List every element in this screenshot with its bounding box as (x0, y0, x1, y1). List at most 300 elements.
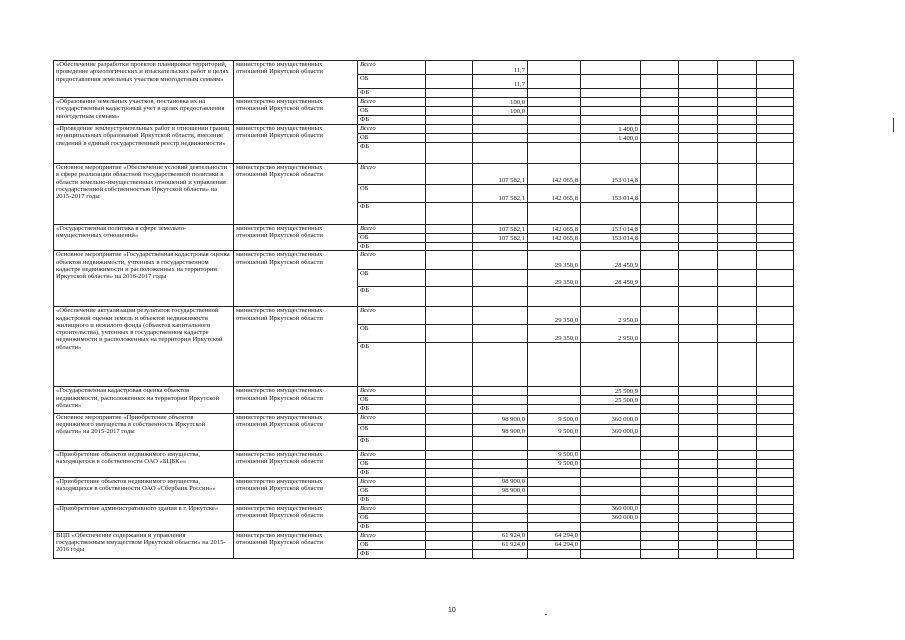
amount-cell (679, 436, 718, 450)
funding-source-cell: ОБ (358, 134, 426, 143)
amount-cell (679, 540, 718, 549)
amount-cell: 9 500,0 (528, 450, 581, 459)
amount-cell (679, 459, 718, 468)
amount-cell (473, 270, 528, 287)
amount-cell (473, 307, 528, 325)
amount-cell (473, 396, 528, 405)
amount-cell (426, 450, 473, 459)
measure-name-cell: «Обеспечение разработки проектов планировки территорий, проведение археологических и изыскательских работ в целях предоставления земельных участков многодетным семьям» (54, 61, 234, 98)
amount-cell (718, 424, 757, 436)
amount-cell (679, 98, 718, 107)
table-row (54, 225, 794, 234)
amount-cell (679, 75, 718, 89)
table-row (54, 504, 794, 513)
executor-cell: министерство имущественных отношений Иркутской области (234, 125, 358, 164)
amount-cell (641, 89, 679, 98)
amount-cell: 25 500,9 (581, 396, 641, 405)
page-number: 10 (448, 607, 456, 614)
amount-cell (581, 522, 641, 531)
amount-cell (718, 125, 757, 134)
amount-cell (757, 468, 794, 477)
amount-cell (718, 450, 757, 459)
measure-name-cell: Основное мероприятие «Приобретение объектов недвижимого имущества в собственность Иркутской области» на 2015-2017 годы (54, 413, 234, 450)
amount-cell (528, 75, 581, 89)
executor-cell: министерство имущественных отношений Иркутской области (234, 387, 358, 413)
amount-cell (679, 251, 718, 270)
amount-cell (426, 531, 473, 540)
funding-source-cell: Всего (358, 387, 426, 396)
amount-cell: 100,0 (473, 98, 528, 107)
amount-cell (426, 75, 473, 89)
executor-cell: министерство имущественных отношений Иркутской области (234, 504, 358, 531)
amount-cell: 142 065,8 (528, 225, 581, 234)
executor-cell: министерство имущественных отношений Иркутской области (234, 413, 358, 450)
amount-cell (679, 270, 718, 287)
amount-cell (581, 287, 641, 307)
amount-cell (581, 477, 641, 486)
funding-source-cell: ФБ (358, 343, 426, 387)
amount-cell (426, 251, 473, 270)
amount-cell (679, 531, 718, 540)
amount-cell (641, 504, 679, 513)
amount-cell (426, 107, 473, 116)
amount-cell (426, 243, 473, 251)
amount-cell (426, 549, 473, 558)
funding-source-cell: ФБ (358, 287, 426, 307)
amount-cell (426, 134, 473, 143)
amount-cell (641, 307, 679, 325)
amount-cell (641, 325, 679, 343)
funding-source-cell: ОБ (358, 325, 426, 343)
table-row (54, 477, 794, 486)
amount-cell: 61 924,0 (473, 531, 528, 540)
executor-cell: министерство имущественных отношений Иркутской области (234, 477, 358, 504)
amount-cell (426, 98, 473, 107)
amount-cell (426, 504, 473, 513)
amount-cell (426, 513, 473, 522)
amount-cell (679, 387, 718, 396)
funding-source-cell: Всего (358, 504, 426, 513)
amount-cell (757, 287, 794, 307)
amount-cell: 9 500,0 (528, 413, 581, 424)
amount-cell (641, 424, 679, 436)
amount-cell (718, 98, 757, 107)
executor-cell: министерство имущественных отношений Иркутской области (234, 61, 358, 98)
amount-cell (718, 89, 757, 98)
amount-cell (679, 89, 718, 98)
funding-source-cell: ФБ (358, 522, 426, 531)
amount-cell (528, 522, 581, 531)
amount-cell (581, 549, 641, 558)
amount-cell (641, 143, 679, 164)
amount-cell (473, 203, 528, 225)
amount-cell (581, 468, 641, 477)
amount-cell (528, 486, 581, 495)
amount-cell (679, 325, 718, 343)
amount-cell (679, 107, 718, 116)
amount-cell (679, 468, 718, 477)
amount-cell (528, 243, 581, 251)
measure-name-cell: ВЦП «Обеспечение содержания и управления государственным имуществом Иркутской области» на 2015-2016 годы (54, 531, 234, 558)
amount-cell (718, 513, 757, 522)
amount-cell (528, 89, 581, 98)
amount-cell (641, 343, 679, 387)
amount-cell: 9 500,0 (528, 424, 581, 436)
amount-cell (641, 522, 679, 531)
amount-cell: 25 500,9 (581, 387, 641, 396)
budget-table (53, 60, 794, 559)
amount-cell (718, 270, 757, 287)
amount-cell (473, 549, 528, 558)
funding-source-cell: ОБ (358, 540, 426, 549)
amount-cell (581, 495, 641, 504)
amount-cell (757, 61, 794, 75)
executor-cell: министерство имущественных отношений Иркутской области (234, 225, 358, 251)
amount-cell: 11,7 (473, 75, 528, 89)
amount-cell (641, 98, 679, 107)
amount-cell (679, 287, 718, 307)
amount-cell (718, 61, 757, 75)
amount-cell: 107 582,1 (473, 234, 528, 243)
amount-cell (641, 436, 679, 450)
measure-name-cell: «Государственная политика в сфере земельно-имущественных отношений» (54, 225, 234, 251)
funding-source-cell: Всего (358, 307, 426, 325)
amount-cell (757, 396, 794, 405)
amount-cell (641, 477, 679, 486)
amount-cell (757, 549, 794, 558)
amount-cell (528, 436, 581, 450)
funding-source-cell: Всего (358, 98, 426, 107)
amount-cell (426, 486, 473, 495)
amount-cell (641, 75, 679, 89)
amount-cell (473, 251, 528, 270)
amount-cell (473, 459, 528, 468)
amount-cell (757, 325, 794, 343)
amount-cell: 2 950,0 (581, 307, 641, 325)
amount-cell (581, 459, 641, 468)
amount-cell (757, 98, 794, 107)
amount-cell (679, 203, 718, 225)
amount-cell (528, 405, 581, 413)
amount-cell: 360 000,0 (581, 413, 641, 424)
amount-cell: 98 900,0 (473, 477, 528, 486)
amount-cell: 98 900,0 (473, 413, 528, 424)
amount-cell (718, 75, 757, 89)
amount-cell (718, 116, 757, 125)
funding-source-cell: ОБ (358, 513, 426, 522)
amount-cell (718, 468, 757, 477)
amount-cell (679, 396, 718, 405)
executor-cell: министерство имущественных отношений Иркутской области (234, 307, 358, 387)
amount-cell (718, 413, 757, 424)
funding-source-cell: ФБ (358, 203, 426, 225)
amount-cell (679, 143, 718, 164)
amount-cell: 360 000,0 (581, 504, 641, 513)
amount-cell (718, 486, 757, 495)
amount-cell (528, 134, 581, 143)
amount-cell (426, 405, 473, 413)
funding-source-cell: ОБ (358, 486, 426, 495)
table-row (54, 251, 794, 270)
funding-source-cell: ФБ (358, 495, 426, 504)
funding-source-cell: ОБ (358, 459, 426, 468)
amount-cell (641, 107, 679, 116)
amount-cell (641, 413, 679, 424)
amount-cell: 98 900,0 (473, 424, 528, 436)
amount-cell (641, 287, 679, 307)
executor-cell: министерство имущественных отношений Иркутской области (234, 251, 358, 307)
amount-cell (641, 450, 679, 459)
amount-cell (718, 549, 757, 558)
amount-cell (426, 436, 473, 450)
amount-cell (641, 396, 679, 405)
amount-cell (641, 225, 679, 234)
measure-name-cell: «Приобретение объектов недвижимого имущества, находящихся в собственности ОАО «Сбербанк России»» (54, 477, 234, 504)
amount-cell (641, 540, 679, 549)
amount-cell (426, 522, 473, 531)
amount-cell (679, 504, 718, 513)
funding-source-cell: ОБ (358, 270, 426, 287)
amount-cell (679, 424, 718, 436)
amount-cell (757, 477, 794, 486)
amount-cell: 98 900,0 (473, 486, 528, 495)
amount-cell (679, 234, 718, 243)
amount-cell (718, 459, 757, 468)
amount-cell (473, 143, 528, 164)
amount-cell (528, 387, 581, 396)
amount-cell (641, 549, 679, 558)
amount-cell (679, 495, 718, 504)
amount-cell (757, 522, 794, 531)
amount-cell (757, 343, 794, 387)
amount-cell (718, 287, 757, 307)
funding-source-cell: ОБ (358, 75, 426, 89)
amount-cell (426, 270, 473, 287)
amount-cell (718, 405, 757, 413)
amount-cell (757, 243, 794, 251)
measure-name-cell: «Приобретение административного здания в г. Иркутске» (54, 504, 234, 531)
amount-cell: 142 065,8 (528, 164, 581, 185)
amount-cell (757, 486, 794, 495)
amount-cell (641, 203, 679, 225)
amount-cell (473, 504, 528, 513)
funding-source-cell: Всего (358, 477, 426, 486)
amount-cell: 29 350,0 (528, 251, 581, 270)
amount-cell (426, 459, 473, 468)
amount-cell (718, 307, 757, 325)
amount-cell: 360 000,0 (581, 513, 641, 522)
amount-cell (718, 477, 757, 486)
amount-cell (641, 459, 679, 468)
amount-cell (757, 89, 794, 98)
amount-cell: 142 065,8 (528, 185, 581, 203)
table-row (54, 164, 794, 185)
amount-cell (528, 396, 581, 405)
funding-source-cell: Всего (358, 225, 426, 234)
amount-cell (426, 89, 473, 98)
funding-source-cell: ОБ (358, 396, 426, 405)
amount-cell (528, 107, 581, 116)
amount-cell (641, 531, 679, 540)
funding-source-cell: ФБ (358, 436, 426, 450)
amount-cell (718, 495, 757, 504)
amount-cell (581, 450, 641, 459)
table-row (54, 413, 794, 424)
measure-name-cell: «Государственная кадастровая оценка объектов недвижимости, расположенных на территории Иркутской области» (54, 387, 234, 413)
amount-cell (581, 243, 641, 251)
budget-table-sheet (53, 60, 794, 559)
amount-cell (641, 251, 679, 270)
amount-cell (679, 185, 718, 203)
amount-cell (426, 225, 473, 234)
amount-cell (757, 450, 794, 459)
amount-cell (426, 325, 473, 343)
measure-name-cell: «Проведение землеустроительных работ в отношении границ муниципальных образований Иркутской области, внесение сведений в единый государственный реестр недвижимости» (54, 125, 234, 164)
amount-cell (426, 164, 473, 185)
amount-cell: 28 450,9 (581, 251, 641, 270)
amount-cell: 142 065,8 (528, 234, 581, 243)
amount-cell (528, 495, 581, 504)
amount-cell (679, 450, 718, 459)
amount-cell (473, 343, 528, 387)
amount-cell (528, 549, 581, 558)
table-row (54, 125, 794, 134)
amount-cell (426, 396, 473, 405)
amount-cell (426, 477, 473, 486)
amount-cell (426, 125, 473, 134)
amount-cell (426, 287, 473, 307)
amount-cell (528, 98, 581, 107)
amount-cell (426, 468, 473, 477)
amount-cell (426, 185, 473, 203)
amount-cell (581, 436, 641, 450)
amount-cell (679, 307, 718, 325)
amount-cell (473, 134, 528, 143)
amount-cell (718, 203, 757, 225)
amount-cell (679, 164, 718, 185)
amount-cell (679, 486, 718, 495)
amount-cell (757, 504, 794, 513)
amount-cell (718, 243, 757, 251)
amount-cell (473, 513, 528, 522)
amount-cell (528, 61, 581, 75)
amount-cell (528, 477, 581, 486)
funding-source-cell: Всего (358, 164, 426, 185)
amount-cell (757, 143, 794, 164)
amount-cell (641, 495, 679, 504)
amount-cell: 153 014,8 (581, 225, 641, 234)
amount-cell (679, 116, 718, 125)
amount-cell: 9 500,0 (528, 459, 581, 468)
amount-cell (528, 116, 581, 125)
amount-cell (641, 405, 679, 413)
table-row (54, 307, 794, 325)
scan-edge-mark (893, 118, 894, 132)
amount-cell (426, 495, 473, 504)
amount-cell (641, 234, 679, 243)
amount-cell (718, 504, 757, 513)
amount-cell (718, 107, 757, 116)
amount-cell (757, 307, 794, 325)
amount-cell: 153 014,8 (581, 185, 641, 203)
amount-cell (473, 495, 528, 504)
amount-cell: 1 400,0 (581, 125, 641, 134)
funding-source-cell: ОБ (358, 424, 426, 436)
amount-cell (757, 436, 794, 450)
amount-cell (473, 125, 528, 134)
amount-cell (473, 522, 528, 531)
amount-cell (473, 436, 528, 450)
amount-cell (757, 459, 794, 468)
amount-cell (757, 75, 794, 89)
amount-cell: 107 582,1 (473, 164, 528, 185)
amount-cell (426, 387, 473, 396)
amount-cell (757, 234, 794, 243)
amount-cell (718, 164, 757, 185)
amount-cell (679, 513, 718, 522)
amount-cell (679, 125, 718, 134)
amount-cell: 360 000,0 (581, 424, 641, 436)
table-row (54, 387, 794, 396)
amount-cell (473, 116, 528, 125)
amount-cell (718, 396, 757, 405)
amount-cell (581, 405, 641, 413)
amount-cell (528, 504, 581, 513)
amount-cell (757, 203, 794, 225)
amount-cell (757, 116, 794, 125)
amount-cell (757, 125, 794, 134)
amount-cell (426, 116, 473, 125)
amount-cell (641, 185, 679, 203)
amount-cell: 64 294,0 (528, 531, 581, 540)
amount-cell (426, 203, 473, 225)
amount-cell (679, 225, 718, 234)
amount-cell (757, 270, 794, 287)
amount-cell (718, 540, 757, 549)
amount-cell (757, 495, 794, 504)
funding-source-cell: ФБ (358, 89, 426, 98)
amount-cell (426, 540, 473, 549)
executor-cell: министерство имущественных отношений Иркутской области (234, 164, 358, 225)
amount-cell (757, 387, 794, 396)
funding-source-cell: Всего (358, 251, 426, 270)
amount-cell (718, 143, 757, 164)
amount-cell (679, 405, 718, 413)
amount-cell (757, 251, 794, 270)
amount-cell: 1 400,0 (581, 134, 641, 143)
amount-cell (679, 413, 718, 424)
amount-cell (718, 522, 757, 531)
amount-cell (641, 486, 679, 495)
amount-cell (426, 307, 473, 325)
amount-cell (528, 513, 581, 522)
funding-source-cell: ФБ (358, 243, 426, 251)
amount-cell (641, 387, 679, 396)
amount-cell (473, 89, 528, 98)
measure-name-cell: «Обеспечение актуализации результатов государственной кадастровой оценки земель и объектов недвижимости жилищного и нежилого фонда (объектов капитального строительства), учтенных в государственном кадастре недвижимости и расположенных на территории Иркутской области» (54, 307, 234, 387)
amount-cell (641, 243, 679, 251)
amount-cell (581, 107, 641, 116)
amount-cell (757, 513, 794, 522)
amount-cell (426, 424, 473, 436)
amount-cell (528, 287, 581, 307)
amount-cell (757, 164, 794, 185)
amount-cell (679, 243, 718, 251)
measure-name-cell: «Приобретение объектов недвижимого имущества, находящегося в собственности ОАО «БЦБК»» (54, 450, 234, 477)
amount-cell (757, 107, 794, 116)
measure-name-cell: Основное мероприятие «Государственная кадастровая оценка объектов недвижимости, учтенных в государственном кадастре недвижимости и расположенных на территории Иркутской области» на 2016-2017 годы (54, 251, 234, 307)
table-row (54, 531, 794, 540)
